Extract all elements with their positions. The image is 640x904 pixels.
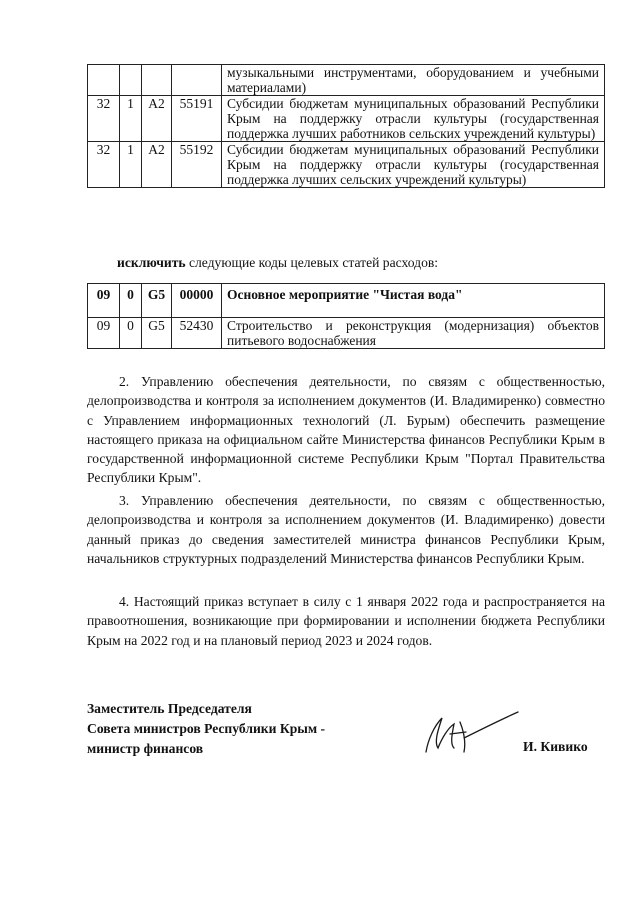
paragraph-3 [87, 491, 605, 568]
paragraph-text: 2. Управлению обеспечения деятельности, по связям с общественностью, делопроизводства и контроля за исполнением документов (И. Владимиренко) совместно с Управлением информационных технологий (Л. Бурым) обеспечить размещение настоящего приказа на официальном сайте Министерства финансов Республики Крым в государственной информационной системе Республики Крым "Портал Правительства Республики Крым". [87, 374, 605, 486]
exclude-line [117, 253, 597, 272]
code-cell: 32 [88, 142, 120, 188]
excluded-codes-table [87, 283, 605, 349]
description-cell: Строительство и реконструкция (модернизация) объектов питьевого водоснабжения [222, 318, 605, 349]
code-cell: 1 [120, 96, 142, 142]
table-row [88, 142, 605, 188]
code-cell: 32 [88, 96, 120, 142]
table-row [88, 318, 605, 349]
signatory-title [87, 699, 325, 759]
code-cell: 0 [120, 284, 142, 318]
code-cell [88, 65, 120, 96]
code-cell: А2 [142, 96, 172, 142]
code-cell: 52430 [172, 318, 222, 349]
code-cell: 1 [120, 142, 142, 188]
signatory-name: И. Кивико [523, 739, 588, 754]
handwritten-signature [420, 708, 520, 760]
paragraph-text: 4. Настоящий приказ вступает в силу с 1 января 2022 года и распространяется на правоотношения, возникающие при формировании и исполнении бюджета Республики Крым на 2022 год и на плановый период 2023 и 2024 годов. [87, 594, 605, 648]
table-row [88, 284, 605, 318]
code-cell: А2 [142, 142, 172, 188]
paragraph-text: 3. Управлению обеспечения деятельности, по связям с общественностью, делопроизводства и контроля за исполнением документов (И. Владимиренко) довести данный приказ до сведения заместителей министра финансов Республики Крым, начальников структурных подразделений Министерства финансов Республики Крым. [87, 493, 605, 566]
description-cell: Субсидии бюджетам муниципальных образований Республики Крым на поддержку отрасли культуры (государственная поддержка лучших работников сельских учреждений культуры) [222, 96, 605, 142]
code-cell: 00000 [172, 284, 222, 318]
signatory-title-line: Совета министров Республики Крым - [87, 721, 326, 736]
signatory-title-line: министр финансов [87, 741, 204, 756]
exclude-text: следующие коды целевых статей расходов: [185, 255, 439, 270]
code-cell [142, 65, 172, 96]
code-cell: 55191 [172, 96, 222, 142]
code-cell: G5 [142, 318, 172, 349]
paragraph-4 [87, 592, 605, 650]
description-cell: музыкальными инструментами, оборудованием и учебными материалами) [222, 65, 605, 96]
signatory-title-line: Заместитель Председателя [87, 701, 252, 716]
code-cell: 09 [88, 318, 120, 349]
table-row [88, 96, 605, 142]
exclude-keyword: исключить [117, 255, 186, 270]
description-cell: Основное мероприятие "Чистая вода" [222, 284, 605, 318]
code-cell: 55192 [172, 142, 222, 188]
code-cell [172, 65, 222, 96]
budget-codes-table [87, 64, 605, 188]
code-cell: 09 [88, 284, 120, 318]
description-cell: Субсидии бюджетам муниципальных образований Республики Крым на поддержку отрасли культуры (государственная поддержка лучших сельских учреждений культуры) [222, 142, 605, 188]
table-row [88, 65, 605, 96]
code-cell: 0 [120, 318, 142, 349]
paragraph-2 [87, 372, 605, 488]
code-cell [120, 65, 142, 96]
code-cell: G5 [142, 284, 172, 318]
